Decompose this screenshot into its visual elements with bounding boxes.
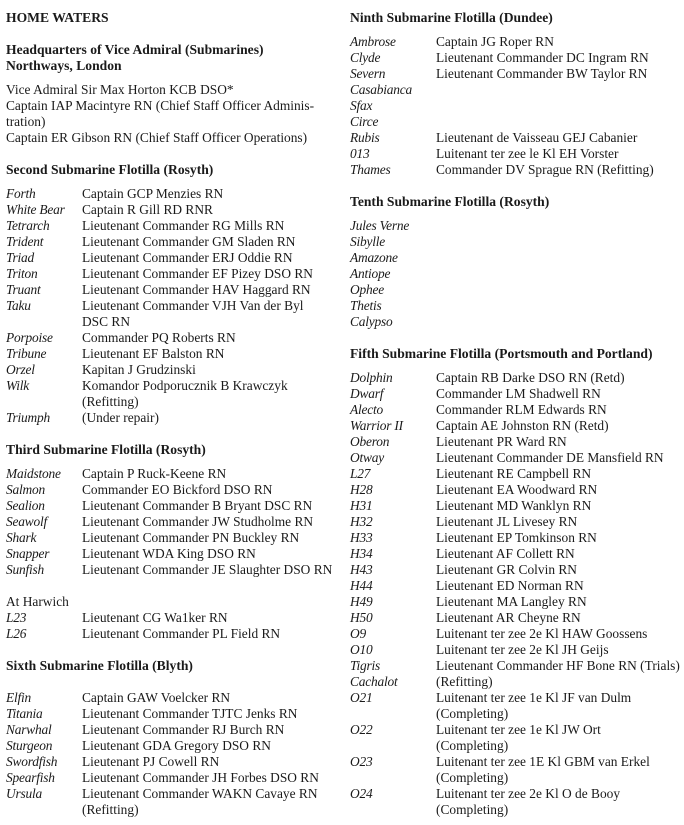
commander-continuation: DSC RN [82, 314, 130, 329]
commander: Lieutenant Commander WAKN Cavaye RN [82, 786, 318, 801]
ship-name: Circe [350, 114, 379, 129]
table-row [6, 298, 340, 314]
ship-name: Clyde [350, 50, 381, 65]
ship-name: Thames [350, 162, 391, 177]
table-row [6, 466, 340, 482]
section-heading-second-flotilla: Second Submarine Flotilla (Rosyth) [6, 162, 214, 177]
section-heading-fifth-flotilla: Fifth Submarine Flotilla (Portsmouth and Portland) [350, 346, 653, 361]
ship-name: Spearfish [6, 770, 55, 785]
ship-name: Thetis [350, 298, 382, 313]
table-row [350, 786, 684, 802]
commander: Lieutenant GDA Gregory DSO RN [82, 738, 271, 753]
table-row [6, 202, 340, 218]
section-heading-sixth-flotilla: Sixth Submarine Flotilla (Blyth) [6, 658, 193, 673]
commander: Lieutenant Commander TJTC Jenks RN [82, 706, 298, 721]
ship-name: Oberon [350, 434, 390, 449]
ship-name: Swordfish [6, 754, 58, 769]
commander: Captain RB Darke DSO RN (Retd) [436, 370, 625, 385]
table-row-continuation [6, 394, 340, 410]
ship-name: Otway [350, 450, 384, 465]
ship-name: Tetrarch [6, 218, 50, 233]
hq-heading-line2: Northways, London [6, 58, 122, 73]
commander: Captain R Gill RD RNR [82, 202, 213, 217]
table-row [350, 218, 684, 234]
table-row [6, 282, 340, 298]
table-row [350, 546, 684, 562]
ship-name: Dwarf [350, 386, 384, 401]
commander: (Under repair) [82, 410, 159, 425]
commander: Lieutenant Commander ERJ Oddie RN [82, 250, 293, 265]
commander: Captain GCP Menzies RN [82, 186, 224, 201]
table-row [350, 386, 684, 402]
table-row [6, 498, 340, 514]
table-row-continuation [350, 802, 684, 818]
table-row [350, 754, 684, 770]
ship-name: Forth [6, 186, 36, 201]
ship-name: Rubis [350, 130, 380, 145]
commander: Lieutenant WDA King DSO RN [82, 546, 256, 561]
table-row [350, 514, 684, 530]
ship-name: H28 [350, 482, 373, 497]
table-row [6, 706, 340, 722]
ship-name: Seawolf [6, 514, 48, 529]
ship-name: Triad [6, 250, 35, 265]
commander: Lieutenant Commander JE Slaughter DSO RN [82, 562, 333, 577]
commander-continuation: (Completing) [436, 770, 509, 785]
ship-name: Ursula [6, 786, 43, 801]
table-row [6, 690, 340, 706]
table-row [350, 370, 684, 386]
commander: Lieutenant Commander DC Ingram RN [436, 50, 649, 65]
table-row [350, 130, 684, 146]
commander-continuation: (Refitting) [82, 394, 139, 409]
ship-name: Ambrose [350, 34, 396, 49]
commander: (Refitting) [436, 674, 493, 689]
commander: Luitenant ter zee 1E Kl GBM van Erkel [436, 754, 650, 769]
page-title: HOME WATERS [6, 10, 109, 25]
table-row [6, 786, 340, 802]
table-row [350, 578, 684, 594]
table-row-continuation [350, 706, 684, 722]
table-row [350, 690, 684, 706]
ship-name: Tribune [6, 346, 47, 361]
table-row [350, 418, 684, 434]
table-row [350, 162, 684, 178]
ship-name: L27 [350, 466, 371, 481]
table-row [6, 722, 340, 738]
table-row-continuation [6, 314, 340, 330]
hq-heading-line1: Headquarters of Vice Admiral (Submarines) [6, 42, 264, 57]
ship-name: Elfin [6, 690, 32, 705]
ship-name: Narwhal [6, 722, 52, 737]
hq-line: Captain ER Gibson RN (Chief Staff Officer Operations) [6, 130, 308, 145]
ship-name: O22 [350, 722, 373, 737]
commander: Luitenant ter zee le Kl EH Vorster [436, 146, 619, 161]
commander-continuation: (Completing) [436, 706, 509, 721]
commander: Lieutenant Commander JH Forbes DSO RN [82, 770, 319, 785]
table-row [350, 314, 684, 330]
ship-name: H49 [350, 594, 373, 609]
ship-name: H50 [350, 610, 373, 625]
table-row [6, 482, 340, 498]
commander: Kapitan J Grudzinski [82, 362, 196, 377]
table-row [350, 610, 684, 626]
commander: Lieutenant Commander VJH Van der Byl [82, 298, 304, 313]
commander: Lieutenant GR Colvin RN [436, 562, 577, 577]
table-row [350, 266, 684, 282]
table-row [350, 562, 684, 578]
ship-name: O24 [350, 786, 373, 801]
commander: Lieutenant Commander B Bryant DSC RN [82, 498, 313, 513]
commander: Lieutenant ED Norman RN [436, 578, 584, 593]
ship-name: Triumph [6, 410, 50, 425]
commander: Lieutenant EP Tomkinson RN [436, 530, 597, 545]
commander: Luitenant ter zee 1e Kl JF van Dulm [436, 690, 632, 705]
table-row [6, 546, 340, 562]
ship-name: Ophee [350, 282, 384, 297]
commander: Lieutenant PR Ward RN [436, 434, 567, 449]
table-row [6, 530, 340, 546]
ship-name: Maidstone [6, 466, 61, 481]
commander: Luitenant ter zee 1e Kl JW Ort [436, 722, 601, 737]
harwich-label: At Harwich [6, 594, 69, 609]
commander: Lieutenant Commander GM Sladen RN [82, 234, 296, 249]
ship-name: Sfax [350, 98, 373, 113]
table-row [350, 402, 684, 418]
table-row-continuation [350, 770, 684, 786]
table-row [350, 626, 684, 642]
ship-name: Sunfish [6, 562, 45, 577]
ship-name: Tigris [350, 658, 381, 673]
ship-name: White Bear [6, 202, 65, 217]
ship-name: Sibylle [350, 234, 386, 249]
commander: Lieutenant JL Livesey RN [436, 514, 578, 529]
commander: Lieutenant Commander HF Bone RN (Trials) [436, 658, 680, 673]
commander: Lieutenant Commander PL Field RN [82, 626, 281, 641]
commander: Lieutenant Commander JW Studholme RN [82, 514, 314, 529]
ship-name: Warrior II [350, 418, 403, 433]
table-row [350, 530, 684, 546]
ship-name: Casabianca [350, 82, 412, 97]
ship-name: Calypso [350, 314, 393, 329]
ship-name: Porpoise [6, 330, 53, 345]
commander: Lieutenant de Vaisseau GEJ Cabanier [436, 130, 638, 145]
commander: Lieutenant AF Collett RN [436, 546, 575, 561]
table-row [6, 234, 340, 250]
commander: Commander PQ Roberts RN [82, 330, 236, 345]
commander: Luitenant ter zee 2e Kl HAW Goossens [436, 626, 648, 641]
ship-name: H32 [350, 514, 373, 529]
table-row [350, 146, 684, 162]
ship-name: Salmon [6, 482, 45, 497]
ship-name: H33 [350, 530, 373, 545]
ship-name: O21 [350, 690, 373, 705]
table-row [350, 434, 684, 450]
ship-name: O9 [350, 626, 366, 641]
ship-name: Antiope [350, 266, 391, 281]
ship-name: Severn [350, 66, 386, 81]
section-heading-ninth-flotilla: Ninth Submarine Flotilla (Dundee) [350, 10, 553, 25]
table-row [350, 722, 684, 738]
table-row [350, 658, 684, 674]
ship-name: Snapper [6, 546, 50, 561]
commander-continuation: (Completing) [436, 738, 509, 753]
table-row [6, 754, 340, 770]
table-row [350, 114, 684, 130]
table-row [350, 594, 684, 610]
table-row [350, 282, 684, 298]
commander: Captain AE Johnston RN (Retd) [436, 418, 609, 433]
ship-name: Triton [6, 266, 38, 281]
commander: Captain JG Roper RN [436, 34, 554, 49]
commander: Lieutenant AR Cheyne RN [436, 610, 581, 625]
table-row [350, 50, 684, 66]
table-row [6, 610, 340, 626]
commander: Lieutenant Commander RG Mills RN [82, 218, 285, 233]
section-heading-third-flotilla: Third Submarine Flotilla (Rosyth) [6, 442, 206, 457]
commander: Commander EO Bickford DSO RN [82, 482, 273, 497]
ship-name: Wilk [6, 378, 29, 393]
commander: Lieutenant Commander PN Buckley RN [82, 530, 300, 545]
ship-name: O23 [350, 754, 373, 769]
ship-name: H31 [350, 498, 373, 513]
ship-name: Truant [6, 282, 41, 297]
table-row [6, 346, 340, 362]
table-row [350, 482, 684, 498]
commander: Lieutenant CG Wa1ker RN [82, 610, 228, 625]
ship-name: Taku [6, 298, 31, 313]
table-row [350, 82, 684, 98]
table-row [6, 514, 340, 530]
commander: Captain P Ruck-Keene RN [82, 466, 227, 481]
table-row [6, 410, 340, 426]
table-row [6, 562, 340, 578]
table-row [350, 250, 684, 266]
commander: Commander LM Shadwell RN [436, 386, 601, 401]
ship-name: Shark [6, 530, 37, 545]
commander: Lieutenant MA Langley RN [436, 594, 587, 609]
ship-name: H44 [350, 578, 373, 593]
commander: Captain GAW Voelcker RN [82, 690, 231, 705]
ship-name: 013 [350, 146, 370, 161]
commander-continuation: (Completing) [436, 802, 509, 817]
hq-line: Vice Admiral Sir Max Horton KCB DSO* [6, 82, 234, 97]
table-row [6, 362, 340, 378]
table-row [350, 450, 684, 466]
table-row [6, 626, 340, 642]
table-row [6, 266, 340, 282]
commander: Luitenant ter zee 2e Kl JH Geijs [436, 642, 609, 657]
table-row [6, 738, 340, 754]
hq-line: Captain IAP Macintyre RN (Chief Staff Officer Adminis- [6, 98, 315, 113]
table-row [6, 186, 340, 202]
commander: Lieutenant Commander BW Taylor RN [436, 66, 648, 81]
commander: Commander DV Sprague RN (Refitting) [436, 162, 654, 177]
table-row [350, 498, 684, 514]
ship-name: Trident [6, 234, 44, 249]
section-heading-tenth-flotilla: Tenth Submarine Flotilla (Rosyth) [350, 194, 550, 209]
commander: Lieutenant MD Wanklyn RN [436, 498, 592, 513]
table-row [350, 66, 684, 82]
ship-name: Cachalot [350, 674, 398, 689]
ship-name: H34 [350, 546, 373, 561]
ship-name: Sturgeon [6, 738, 53, 753]
commander: Lieutenant Commander RJ Burch RN [82, 722, 285, 737]
ship-name: Sealion [6, 498, 45, 513]
commander: Lieutenant Commander EF Pizey DSO RN [82, 266, 313, 281]
table-row [350, 466, 684, 482]
ship-name: Jules Verne [350, 218, 410, 233]
ship-name: Titania [6, 706, 43, 721]
commander: Komandor Podporucznik B Krawczyk [82, 378, 288, 393]
ship-name: Amazone [350, 250, 398, 265]
table-row [6, 218, 340, 234]
table-row-continuation [6, 802, 340, 818]
commander: Commander RLM Edwards RN [436, 402, 607, 417]
ship-name: Orzel [6, 362, 35, 377]
ship-name: H43 [350, 562, 373, 577]
table-row [350, 298, 684, 314]
table-row [350, 642, 684, 658]
hq-line: tration) [6, 114, 46, 129]
ship-name: L23 [6, 610, 27, 625]
commander-continuation: (Refitting) [82, 802, 139, 817]
table-row [6, 330, 340, 346]
commander: Lieutenant Commander DE Mansfield RN [436, 450, 664, 465]
table-row [350, 674, 684, 690]
ship-name: Dolphin [350, 370, 393, 385]
table-row [6, 378, 340, 394]
ship-name: L26 [6, 626, 27, 641]
ship-name: Alecto [350, 402, 384, 417]
commander: Lieutenant RE Campbell RN [436, 466, 592, 481]
commander: Lieutenant Commander HAV Haggard RN [82, 282, 311, 297]
table-row [350, 234, 684, 250]
table-row [6, 770, 340, 786]
commander: Luitenant ter zee 2e Kl O de Booy [436, 786, 621, 801]
table-row [350, 34, 684, 50]
table-row [350, 98, 684, 114]
commander: Lieutenant EF Balston RN [82, 346, 225, 361]
table-row [6, 250, 340, 266]
commander: Lieutenant PJ Cowell RN [82, 754, 220, 769]
table-row-continuation [350, 738, 684, 754]
commander: Lieutenant EA Woodward RN [436, 482, 598, 497]
ship-name: O10 [350, 642, 373, 657]
